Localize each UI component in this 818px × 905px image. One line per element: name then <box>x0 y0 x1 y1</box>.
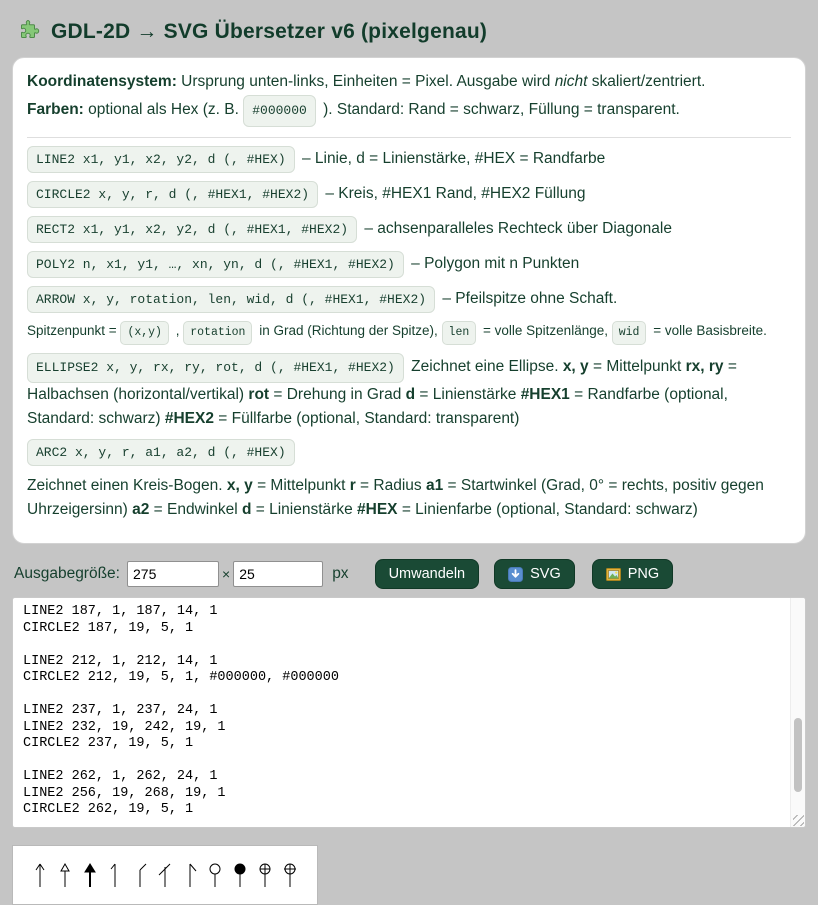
doc-text: optional als Hex (z. B. <box>83 101 244 118</box>
doc-text: #HEX2 <box>164 410 214 427</box>
doc-text: – Kreis, #HEX1 Rand, #HEX2 Füllung <box>321 185 586 202</box>
doc-text: – Linie, d = Linienstärke, #HEX = Randfarbe <box>297 150 606 167</box>
svg-download-button[interactable] <box>494 559 575 589</box>
doc-text: – Pfeilspitze ohne Schaft. <box>438 290 618 307</box>
doc-text: = Linienfarbe (optional, Standard: schwarz) <box>397 501 698 518</box>
preview-shape <box>61 864 69 871</box>
code-chip: (x,y) <box>120 321 169 345</box>
code-chip: POLY2 n, x1, y1, …, xn, yn, d (, #HEX1, #HEX2) <box>27 251 404 278</box>
preview-shape <box>40 864 44 870</box>
doc-text: = Radius <box>355 477 426 494</box>
doc-line <box>27 353 791 431</box>
code-chip: ARROW x, y, rotation, len, wid, d (, #HEX1, #HEX2) <box>27 286 435 313</box>
convert-button[interactable] <box>375 559 480 589</box>
code-chip: LINE2 x1, y1, x2, y2, d (, #HEX) <box>27 146 295 173</box>
doc-line <box>27 146 791 173</box>
scrollbar-track <box>790 598 805 827</box>
doc-text: r <box>349 477 356 494</box>
doc-line <box>27 474 791 522</box>
doc-text: nicht <box>554 73 588 90</box>
svg-button-label: SVG <box>530 566 561 582</box>
doc-line <box>27 181 791 208</box>
doc-text: rot <box>248 386 270 403</box>
code-editor[interactable] <box>12 597 806 828</box>
preview-shape <box>190 864 196 871</box>
doc-line <box>27 95 791 127</box>
doc-text: Zeichnet eine Ellipse. <box>406 358 563 375</box>
doc-text: = Startwinkel (Grad, 0° = rechts, positiv gegen Uhrzeigersinn) <box>27 477 764 518</box>
doc-text: Farben: <box>27 101 84 118</box>
doc-text: Zeichnet einen Kreis-Bogen. <box>27 477 227 494</box>
code-chip: wid <box>612 321 647 345</box>
resize-handle-icon[interactable] <box>793 815 804 826</box>
doc-text: = Linienstärke <box>415 386 521 403</box>
doc-text: x, y <box>562 358 589 375</box>
code-chip: RECT2 x1, y1, x2, y2, d (, #HEX1, #HEX2) <box>27 216 357 243</box>
doc-line <box>27 216 791 243</box>
doc-text: d <box>405 386 416 403</box>
doc-line <box>27 439 791 466</box>
divider <box>27 137 791 138</box>
convert-button-label: Umwandeln <box>388 566 466 582</box>
doc-text: = Mittelpunkt <box>252 477 350 494</box>
doc-text: = Drehung in Grad <box>269 386 406 403</box>
editor-wrap <box>12 597 806 828</box>
doc-line <box>27 69 791 95</box>
png-download-button[interactable] <box>592 559 673 589</box>
preview-shape <box>111 864 115 869</box>
doc-text: Ursprung unten-links, Einheiten = Pixel. Ausgabe wird <box>176 73 555 90</box>
preview-shape <box>210 864 220 874</box>
preview-shape <box>85 864 95 872</box>
width-input[interactable] <box>127 561 219 587</box>
doc-text: = Füllfarbe (optional, Standard: transparent) <box>213 410 520 427</box>
doc-text: = volle Spitzenlänge, <box>479 323 612 338</box>
controls-row <box>12 559 806 589</box>
doc-text: rx, ry <box>685 358 724 375</box>
doc-text: = Halbachsen (horizontal/vertikal) <box>27 358 737 403</box>
doc-text: = Linienstärke <box>251 501 358 518</box>
page-title: GDL-2D → SVG Übersetzer v6 (pixelgenau) <box>51 19 488 43</box>
doc-text: – Polygon mit n Punkten <box>406 255 580 272</box>
doc-line <box>27 251 791 278</box>
doc-line <box>27 321 791 345</box>
image-icon <box>606 567 621 582</box>
doc-text: skaliert/zentriert. <box>587 73 706 90</box>
height-input[interactable] <box>233 561 323 587</box>
times-separator: × <box>222 566 231 582</box>
code-chip: rotation <box>183 321 252 345</box>
scrollbar-thumb[interactable] <box>794 718 802 792</box>
doc-text: in Grad (Richtung der Spitze), <box>255 323 442 338</box>
unit-label: px <box>332 565 349 582</box>
doc-text: #HEX1 <box>520 386 570 403</box>
preview-shape <box>36 864 40 870</box>
doc-text: = Mittelpunkt <box>588 358 686 375</box>
doc-panel <box>12 57 806 544</box>
doc-text: = Endwinkel <box>149 501 242 518</box>
puzzle-icon <box>18 17 42 46</box>
doc-text: = Randfarbe (optional, Standard: schwarz) <box>27 386 728 427</box>
doc-lines <box>27 69 791 522</box>
png-button-label: PNG <box>627 566 660 582</box>
doc-text: a1 <box>425 477 444 494</box>
doc-text: = volle Basisbreite. <box>649 323 767 338</box>
preview-shape <box>140 864 146 870</box>
code-chip: ARC2 x, y, r, a1, a2, d (, #HEX) <box>27 439 295 466</box>
doc-text: #HEX <box>357 501 398 518</box>
doc-text: , <box>171 323 184 338</box>
output-size-label: Ausgabegröße: <box>14 565 120 582</box>
code-chip: ELLIPSE2 x, y, rx, ry, rot, d (, #HEX1, #HEX2) <box>27 353 404 383</box>
doc-text: Spitzenpunkt = <box>27 323 121 338</box>
preview-symbols <box>28 863 303 888</box>
doc-text: ). Standard: Rand = schwarz, Füllung = transparent. <box>318 101 680 118</box>
download-icon <box>508 567 523 582</box>
code-chip: CIRCLE2 x, y, r, d (, #HEX1, #HEX2) <box>27 181 318 208</box>
doc-text: x, y <box>226 477 253 494</box>
code-chip: #000000 <box>243 95 316 127</box>
doc-line <box>27 286 791 313</box>
doc-text: a2 <box>132 501 150 518</box>
preview-shape <box>235 864 245 874</box>
doc-text: d <box>241 501 252 518</box>
preview-panel <box>12 845 318 905</box>
code-chip: len <box>442 321 477 345</box>
doc-text: – achsenparalleles Rechteck über Diagonale <box>360 220 672 237</box>
header <box>12 0 806 57</box>
doc-text: Koordinatensystem: <box>27 73 177 90</box>
